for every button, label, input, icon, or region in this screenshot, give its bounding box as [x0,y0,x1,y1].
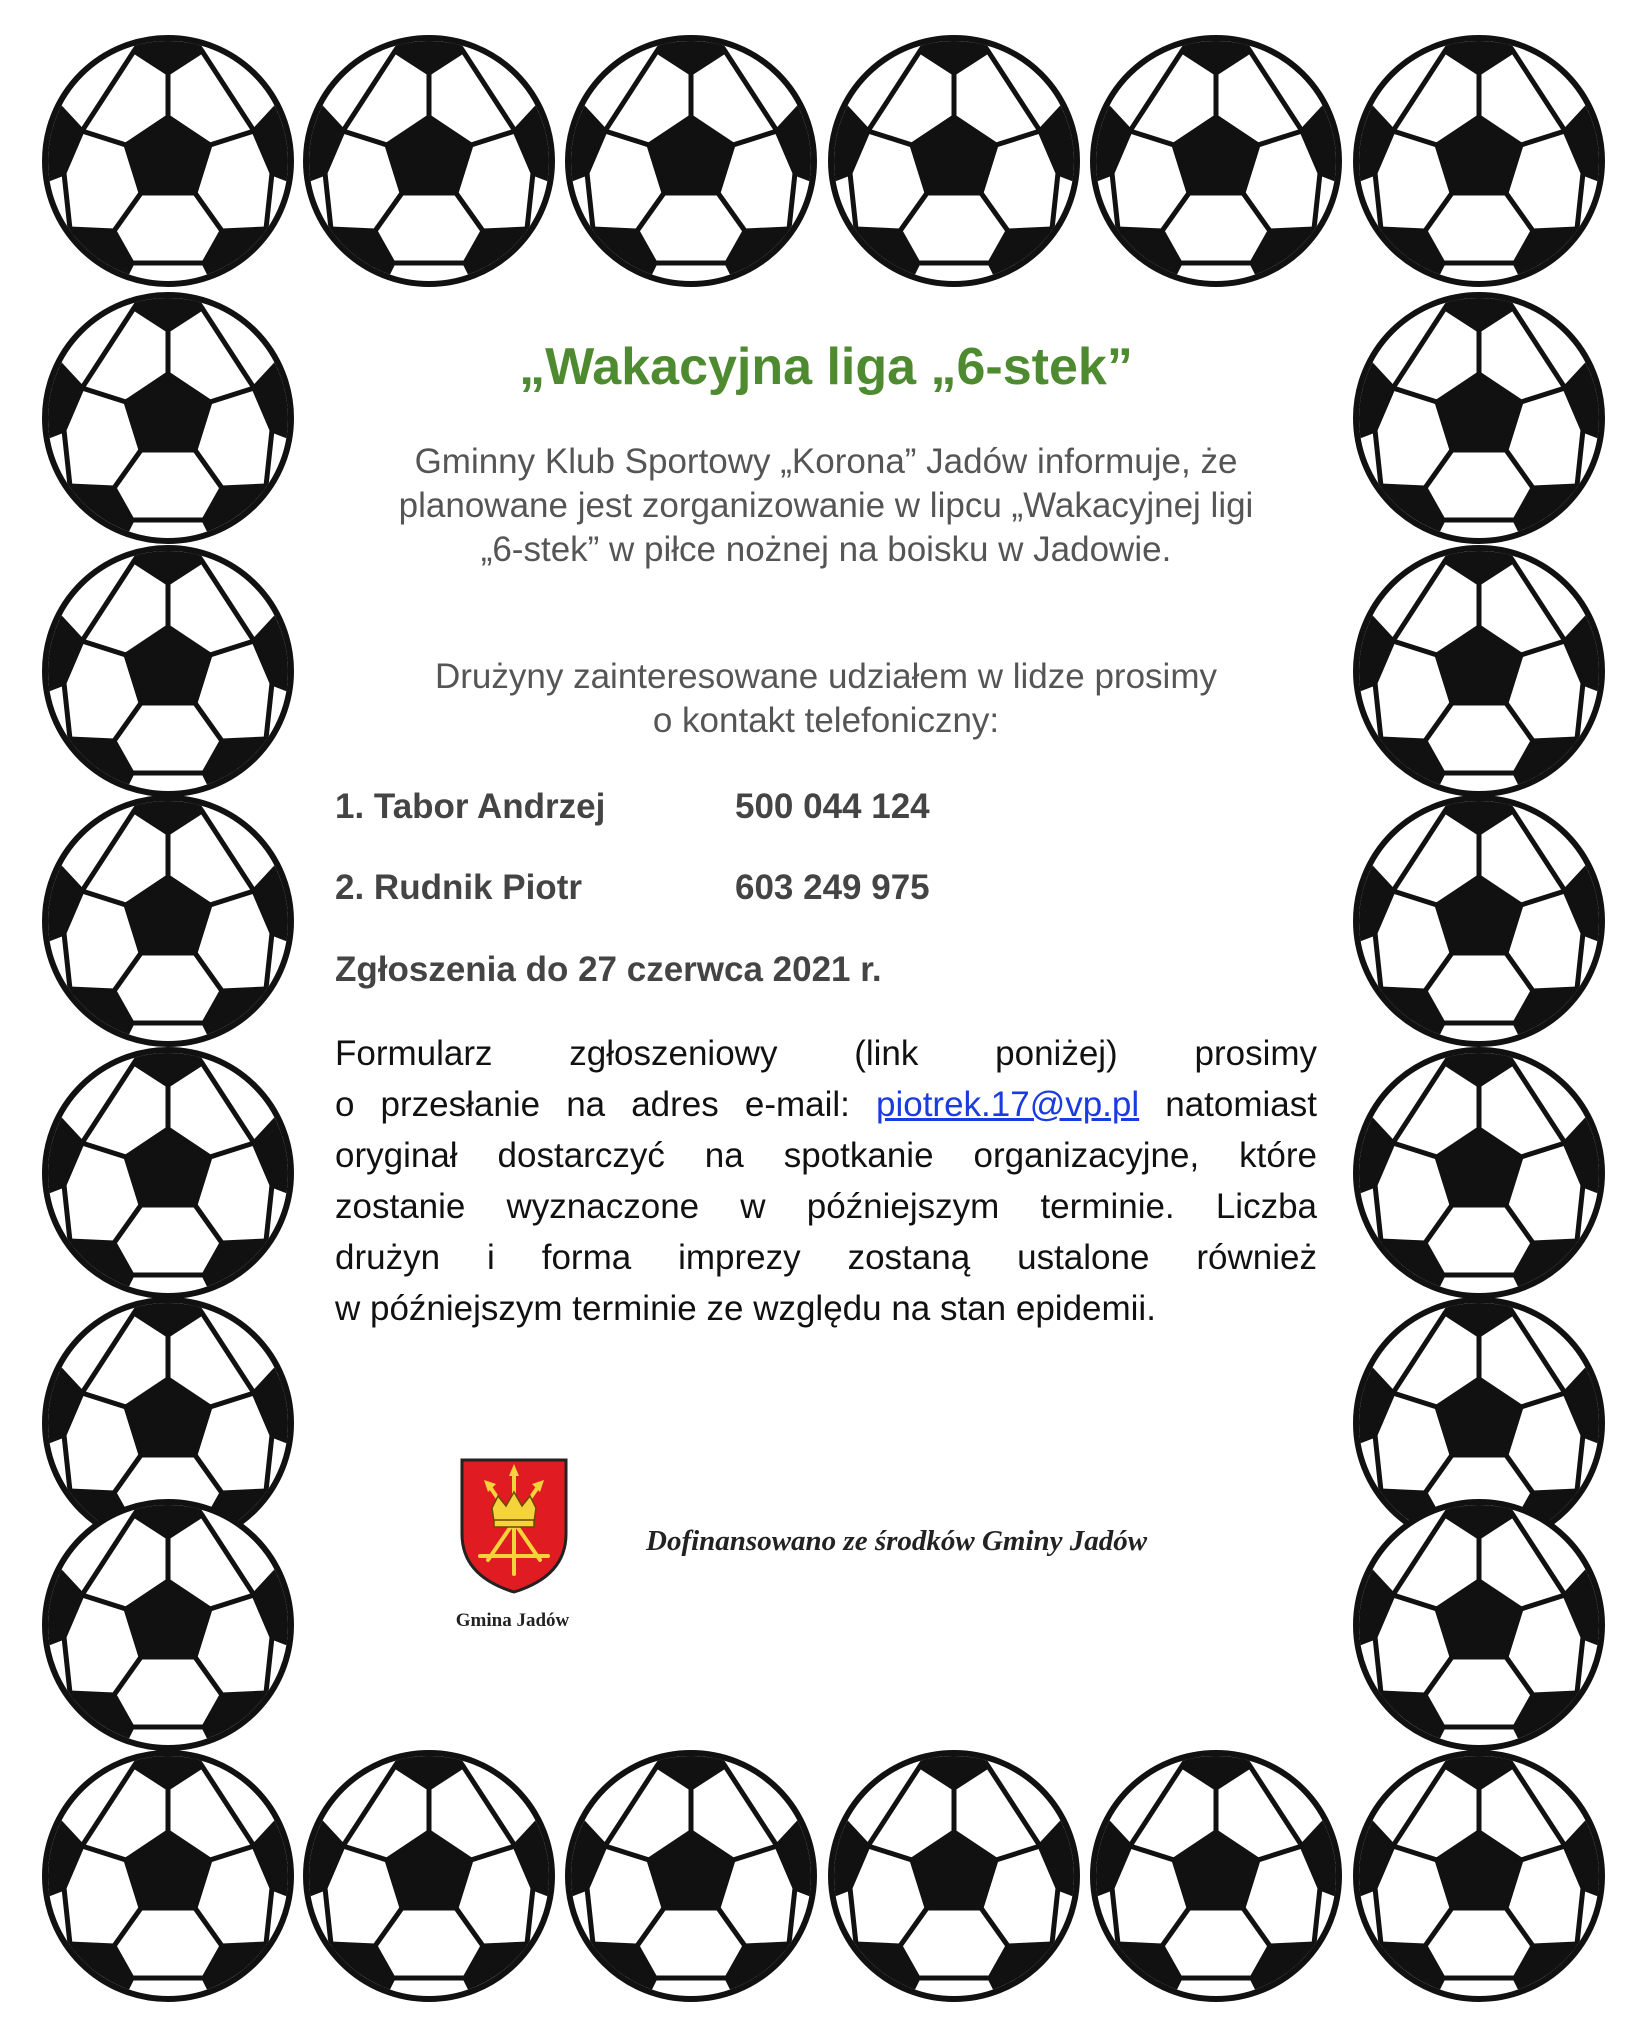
soccer-ball-icon [301,1748,557,2004]
body-line: zostanie wyznaczone w późniejszym terminie. Liczba [335,1187,1317,1226]
gmina-jadow-crest-icon [458,1456,570,1596]
soccer-ball-icon [40,543,296,799]
intro-paragraph [335,440,1317,572]
soccer-ball-icon [826,33,1082,289]
soccer-ball-icon [1351,290,1607,546]
soccer-ball-icon [563,1748,819,2004]
contact-request [335,655,1317,743]
soccer-ball-icon [40,290,296,546]
request-line: Drużyny zainteresowane udziałem w lidze prosimy [435,657,1217,696]
intro-line: planowane jest zorganizowanie w lipcu „Wakacyjnej ligi [398,486,1254,525]
soccer-ball-icon [40,1497,296,1753]
body-line [335,1079,1317,1130]
soccer-ball-icon [1351,33,1607,289]
intro-line: „6-stek” w piłce nożnej na boisku w Jadowie. [480,530,1172,569]
body-line: drużyn i forma imprezy zostaną ustalone również [335,1238,1317,1277]
soccer-ball-icon [1351,1497,1607,1753]
soccer-ball-icon [1351,1045,1607,1301]
soccer-ball-icon [1088,33,1344,289]
contact-phone[interactable]: 500 044 124 [735,787,930,826]
soccer-ball-icon [40,1045,296,1301]
body-line: w późniejszym terminie ze względu na stan epidemii. [335,1289,1156,1328]
registration-info [335,1028,1317,1334]
soccer-ball-icon [40,1748,296,2004]
crest-label: Gmina Jadów [455,1610,570,1631]
body-line-text: natomiast [1139,1085,1317,1124]
contact-name: 1. Tabor Andrzej [335,787,606,826]
soccer-ball-icon [563,33,819,289]
intro-line: Gminny Klub Sportowy „Korona” Jadów informuje, że [414,442,1238,481]
page-title: „Wakacyjna liga „6-stek” [519,338,1133,396]
deadline-notice: Zgłoszenia do 27 czerwca 2021 r. [335,950,882,989]
contact-phone[interactable]: 603 249 975 [735,868,930,907]
body-line: Formularz zgłoszeniowy (link poniżej) prosimy [335,1034,1317,1073]
body-line: oryginał dostarczyć na spotkanie organizacyjne, które [335,1136,1317,1175]
email-link[interactable]: piotrek.17@vp.pl [875,1085,1140,1124]
soccer-ball-icon [1351,543,1607,799]
soccer-ball-icon [826,1748,1082,2004]
soccer-ball-icon [301,33,557,289]
contact-name: 2. Rudnik Piotr [335,868,582,907]
soccer-ball-icon [1088,1748,1344,2004]
soccer-ball-icon [40,33,296,289]
body-line-text: o przesłanie na adres e-mail: [335,1085,876,1124]
request-line: o kontakt telefoniczny: [652,701,1000,740]
soccer-ball-icon [40,793,296,1049]
soccer-ball-icon [1351,1748,1607,2004]
soccer-ball-icon [1351,793,1607,1049]
funding-note: Dofinansowano ze środków Gminy Jadów [646,1525,1148,1557]
